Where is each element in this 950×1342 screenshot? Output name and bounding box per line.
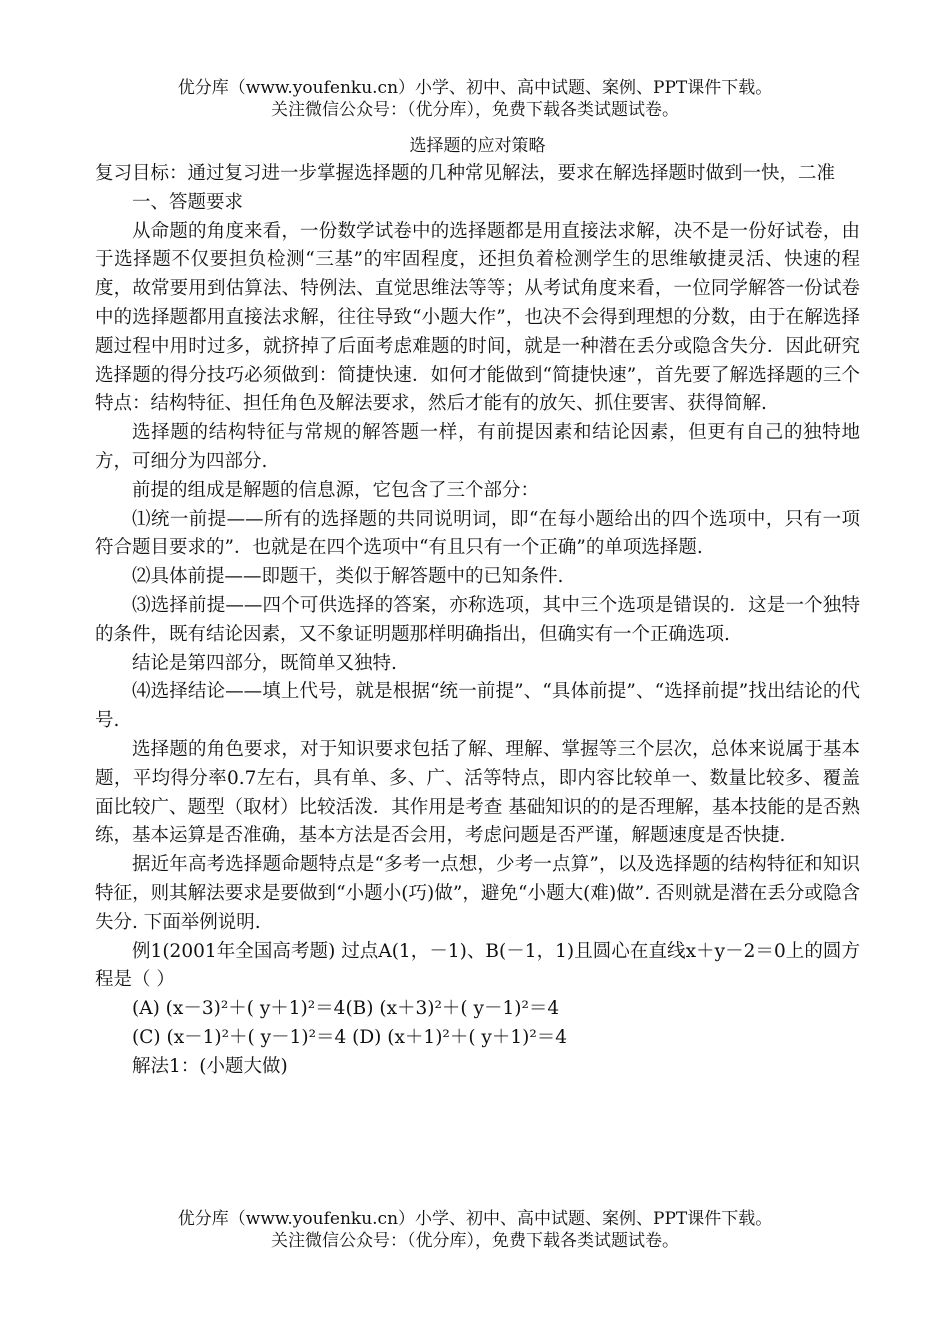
document-title: 选择题的应对策略 (409, 136, 546, 156)
paragraph: ⑵具体前提——即题干，类似于解答题中的已知条件. (132, 566, 564, 588)
page-header (0, 77, 950, 121)
paragraph: 从命题的角度来看，一份数学试卷中的选择题都是用直接法求解，决不是一份好试卷，由于选择题不仅要担负检测“三基”的牢固程度，还担负着检测学生的思维敏捷灵活、快速的程度，故常要用到估算法、特例法、直觉思维法等等；从考试角度来看，一位同学解答一份试卷中的选择题都用直接法求解，往往导致“小题大作”，也决不会得到理想的分数，由于在解选择题过程中用时过多，就挤掉了后面考虑难题的时间，就是一种潜在丢分或隐含失分．因此研究选择题的得分技巧必须做到：简捷快速．如何才能做到“简捷快速”，首先要了解选择题的三个特点：结构特征、担任角色及解法要求，然后才能有的放矢、抓住要害、获得简解. (95, 220, 860, 415)
page-footer (0, 1208, 950, 1252)
document-body (95, 132, 860, 1082)
paragraph: 前提的组成是解题的信息源，它包含了三个部分： (132, 479, 540, 501)
options-c-d: (C) (x－1)²＋( y－1)²＝4 (D) (x＋1)²＋( y＋1)²＝4 (132, 1026, 568, 1048)
footer-line-2: 关注微信公众号：（优分库），免费下载各类试题试卷。 (271, 1231, 679, 1251)
paragraph: ⑴统一前提——所有的选择题的共同说明词，即“在每小题给出的四个选项中，只有一项符合题目要求的”．也就是在四个选项中“有且只有一个正确”的单项选择题. (95, 508, 860, 559)
header-line-1: 优分库（www.youfenku.cn）小学、初中、高中试题、案例、PPT课件下载。 (177, 78, 773, 98)
section-heading: 一、答题要求 (132, 191, 244, 213)
paragraph: ⑷选择结论——填上代号，就是根据“统一前提”、“具体前提”、“选择前提”找出结论的代号. (95, 681, 860, 732)
paragraph: 选择题的角色要求，对于知识要求包括了解、理解、掌握等三个层次，总体来说属于基本题，平均得分率0.7左右，具有单、多、广、活等特点，即内容比较单一、数量比较多、覆盖面比较广、题型（取材）比较活泼．其作用是考查 基础知识的的是否理解，基本技能的是否熟练，基本运算是否准确，基本方法是否会用，考虑问题是否严谨，解题速度是否快捷. (95, 738, 860, 847)
example-question: 例1(2001年全国高考题) 过点A(1，－1)、B(－1，1)且圆心在直线x＋y－2＝0上的圆方程是（ ） (95, 940, 860, 991)
header-line-2: 关注微信公众号：（优分库），免费下载各类试题试卷。 (271, 100, 679, 120)
paragraph: 据近年高考选择题命题特点是“多考一点想，少考一点算”，以及选择题的结构特征和知识特征，则其解法要求是要做到“小题小(巧)做”，避免“小题大(难)做”. 否则就是潜在丢分或隐含失分. 下面举例说明. (95, 854, 860, 933)
solution-heading: 解法1：(小题大做) (132, 1055, 288, 1077)
paragraph: ⑶选择前提——四个可供选择的答案，亦称选项，其中三个选项是错误的．这是一个独特的条件，既有结论因素，又不象证明题那样明确指出，但确实有一个正确选项. (95, 594, 860, 645)
paragraph: 结论是第四部分，既简单又独特. (132, 652, 397, 674)
options-a-b: (A) (x－3)²＋( y＋1)²＝4(B) (x＋3)²＋( y－1)²＝4 (132, 998, 560, 1020)
footer-line-1: 优分库（www.youfenku.cn）小学、初中、高中试题、案例、PPT课件下载。 (177, 1209, 773, 1229)
review-goal: 复习目标：通过复习进一步掌握选择题的几种常见解法，要求在解选择题时做到一快，二准 (95, 163, 836, 184)
paragraph: 选择题的结构特征与常规的解答题一样，有前提因素和结论因素，但更有自己的独特地方，可细分为四部分. (95, 422, 860, 472)
